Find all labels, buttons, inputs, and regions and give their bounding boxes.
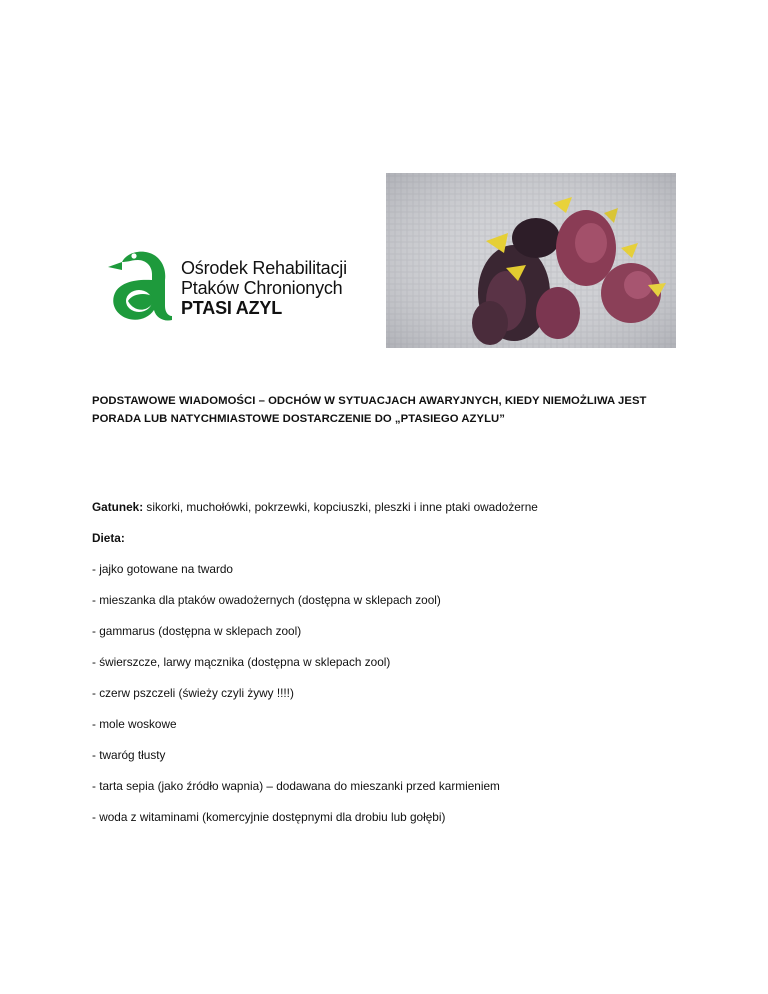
diet-item: - gammarus (dostępna w sklepach zool)	[92, 624, 302, 638]
species-value: sikorki, muchołówki, pokrzewki, kopciuszki, pleszki i inne ptaki owadożerne	[143, 500, 538, 514]
species-paragraph	[92, 499, 538, 515]
diet-item: - jajko gotowane na twardo	[92, 562, 233, 576]
species-label: Gatunek:	[92, 500, 144, 514]
diet-item: - tarta sepia (jako źródło wapnia) – dodawana do mieszanki przed karmieniem	[92, 779, 500, 793]
diet-item: - świerszcze, larwy mącznika (dostępna w sklepach zool)	[92, 655, 391, 669]
logo-line-1: Ośrodek Rehabilitacji	[181, 258, 347, 278]
logo-text	[181, 258, 347, 318]
diet-label: Dieta:	[92, 531, 125, 545]
diet-item: - woda z witaminami (komercyjnie dostępnymi dla drobiu lub gołębi)	[92, 810, 446, 824]
heading-line-2: PORADA LUB NATYCHMIASTOWE DOSTARCZENIE DO „PTASIEGO AZYLU”	[92, 413, 505, 425]
diet-item: - twaróg tłusty	[92, 748, 166, 762]
document-heading	[92, 392, 692, 428]
heading-line-1: PODSTAWOWE WIADOMOŚCI – ODCHÓW W SYTUACJACH AWARYJNYCH, KIEDY NIEMOŻLIWA JEST	[92, 395, 647, 407]
logo-line-2: Ptaków Chronionych	[181, 278, 343, 298]
organization-logo	[108, 246, 348, 322]
logo-line-3: PTASI AZYL	[181, 298, 282, 318]
logo-letter-a-icon	[108, 246, 172, 322]
bird-chicks-photo	[386, 173, 676, 348]
diet-item: - mieszanka dla ptaków owadożernych (dostępna w sklepach zool)	[92, 593, 441, 607]
diet-item: - czerw pszczeli (świeży czyli żywy !!!!)	[92, 686, 294, 700]
diet-item: - mole woskowe	[92, 717, 177, 731]
